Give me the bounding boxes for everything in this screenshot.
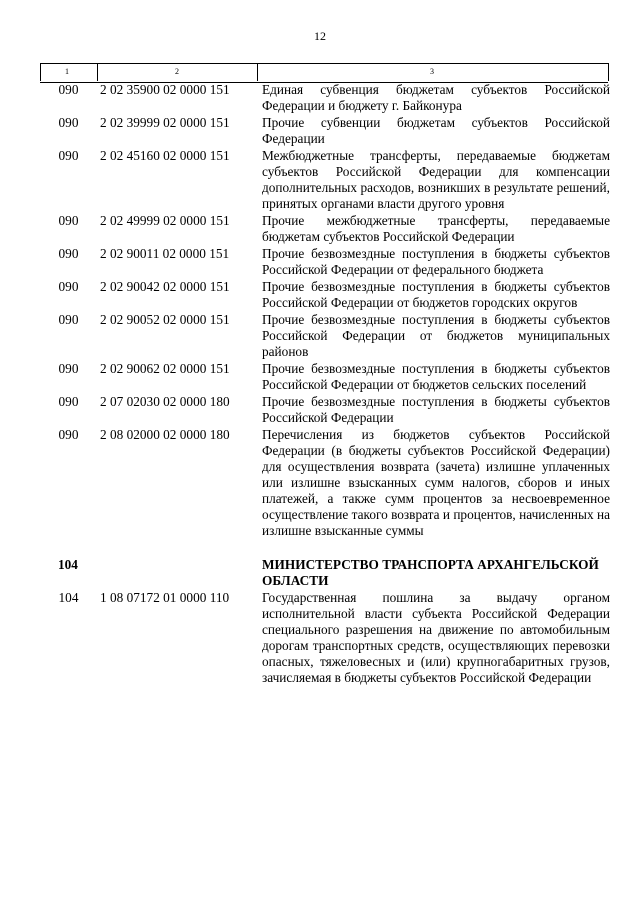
kbk-code: 2 02 45160 02 0000 151 (100, 148, 230, 163)
table-row (40, 148, 610, 212)
kbk-code: 2 02 35900 02 0000 151 (100, 82, 230, 97)
kbk-code: 1 08 07172 01 0000 110 (100, 590, 230, 605)
table-row (40, 279, 610, 311)
table-row (40, 312, 610, 360)
income-description: Прочие безвозмездные поступления в бюджеты субъектов Российской Федерации от федерального бюджета (262, 246, 610, 277)
income-description: Единая субвенция бюджетам субъектов Российской Федерации и бюджету г. Байконура (262, 82, 610, 113)
admin-code: 090 (58, 82, 79, 97)
kbk-code: 2 02 49999 02 0000 151 (100, 213, 230, 228)
admin-code: 104 (58, 590, 79, 605)
table-row (40, 590, 610, 686)
kbk-code: 2 02 90011 02 0000 151 (100, 246, 230, 261)
table-row (40, 427, 610, 539)
table-divider-2 (257, 63, 258, 81)
admin-code: 090 (58, 361, 79, 376)
header-col-3: 3 (430, 67, 434, 76)
kbk-code: 2 08 02000 02 0000 180 (100, 427, 230, 442)
income-description: Прочие субвенции бюджетам субъектов Российской Федерации (262, 115, 610, 146)
income-description: Перечисления из бюджетов субъектов Российской Федерации (в бюджеты субъектов Российской Федерации) для осуществления возврата (зачета) излишне уплаченных или излишне взысканных сумм налогов, сборов и иных платежей, а также сумм процентов за несвоевременное осуществление такого возврата и процентов, начисленных на излишне взысканные суммы (262, 427, 610, 538)
kbk-code: 2 07 02030 02 0000 180 (100, 394, 230, 409)
kbk-code: 2 02 39999 02 0000 151 (100, 115, 230, 130)
income-description: Прочие безвозмездные поступления в бюджеты субъектов Российской Федерации (262, 394, 610, 425)
income-description: Государственная пошлина за выдачу органом исполнительной власти субъекта Российской Федерации специального разрешения на движение по автомобильным дорогам транспортных средств, осуществляющих перевозки опасных, тяжеловесных и (или) крупногабаритных грузов, зачисляемая в бюджеты субъектов Российской Федерации (262, 590, 610, 685)
admin-code: 090 (58, 279, 79, 294)
table-row (40, 213, 610, 245)
table-row (40, 115, 610, 147)
table-row (40, 394, 610, 426)
income-description: Прочие безвозмездные поступления в бюджеты субъектов Российской Федерации от бюджетов сельских поселений (262, 361, 610, 392)
kbk-code: 2 02 90042 02 0000 151 (100, 279, 230, 294)
table-divider-1 (97, 63, 98, 81)
admin-code: 090 (58, 312, 79, 327)
header-col-1: 1 (65, 67, 69, 76)
page-number: 12 (314, 29, 326, 43)
table-header (40, 63, 608, 83)
income-description: Прочие межбюджетные трансферты, передаваемые бюджетам субъектов Российской Федерации (262, 213, 610, 244)
table-border-right (608, 63, 609, 81)
admin-code: 090 (58, 115, 79, 130)
table-row (40, 82, 610, 114)
income-description: Прочие безвозмездные поступления в бюджеты субъектов Российской Федерации от бюджетов муниципальных районов (262, 312, 610, 359)
table-border-left (40, 63, 41, 81)
header-col-2: 2 (175, 67, 179, 76)
section-header (40, 557, 610, 589)
admin-code: 090 (58, 394, 79, 409)
admin-code: 090 (58, 213, 79, 228)
admin-code: 090 (58, 246, 79, 261)
admin-code: 090 (58, 427, 79, 442)
table-body (40, 82, 610, 687)
admin-code: 090 (58, 148, 79, 163)
income-description: Прочие безвозмездные поступления в бюджеты субъектов Российской Федерации от бюджетов городских округов (262, 279, 610, 310)
table-row (40, 246, 610, 278)
section-title: МИНИСТЕРСТВО ТРАНСПОРТА АРХАНГЕЛЬСКОЙ ОБЛАСТИ (262, 557, 599, 588)
section-code: 104 (58, 557, 78, 572)
kbk-code: 2 02 90062 02 0000 151 (100, 361, 230, 376)
section-spacer (97, 557, 250, 589)
kbk-code: 2 02 90052 02 0000 151 (100, 312, 230, 327)
income-description: Межбюджетные трансферты, передаваемые бюджетам субъектов Российской Федерации для компенсации дополнительных расходов, возникших в результате решений, принятых органами власти другого уровня (262, 148, 610, 211)
table-row (40, 361, 610, 393)
